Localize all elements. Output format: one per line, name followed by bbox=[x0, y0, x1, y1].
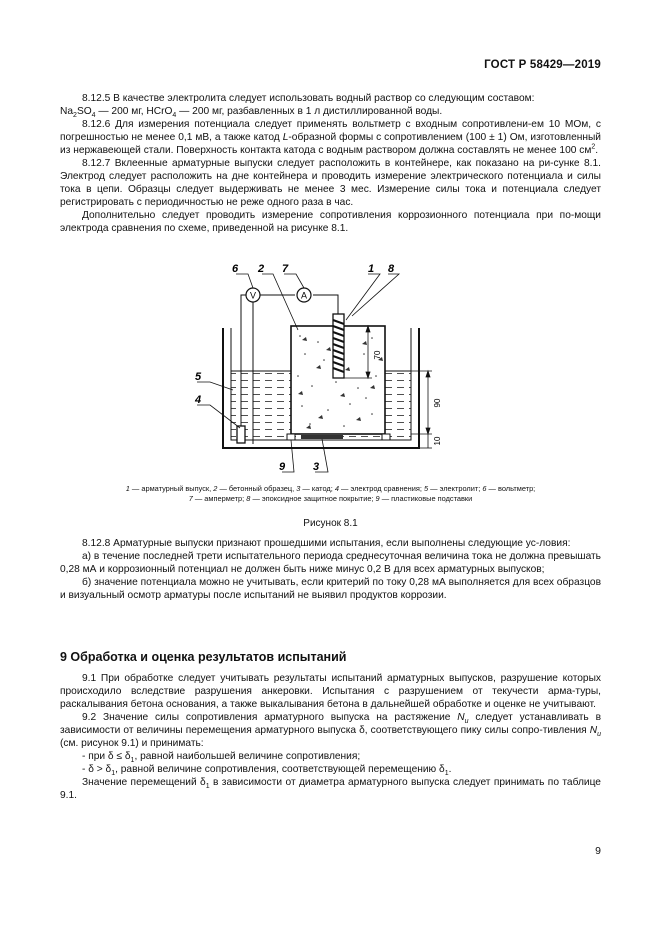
paragraph-8-12-8: 8.12.8 Арматурные выпуски признают прошедшими испытания, если выполнены следующие ус-ловия: bbox=[82, 538, 571, 549]
dimension-90-label: 90 bbox=[433, 398, 442, 408]
voltmeter-symbol: V bbox=[249, 290, 257, 301]
paragraph-9-1: 9.1 При обработке следует учитывать результаты испытаний арматурных выпусков, разрушение которых происходило вследствие разрушения анкеровки. Испытания с разрушением от текучести арма-туры, раскалывания бетона основания, а также выкалывания бетона в дальнейшей обработке и оценке не учитывают. bbox=[60, 673, 601, 710]
callout-3: 3 bbox=[313, 461, 320, 473]
callout-1: 1 bbox=[368, 263, 375, 275]
figure-8-1 bbox=[0, 258, 661, 478]
list-item-delta-gt: - $\delta > \delta_1$, равной величине сопротивления, соответствующей перемещению $\delta_1$. bbox=[82, 764, 452, 778]
cathode bbox=[301, 435, 343, 439]
wire-rebar bbox=[313, 295, 338, 314]
callout-8: 8 bbox=[388, 263, 395, 275]
plastic-support-right bbox=[382, 434, 390, 440]
dimension-10-label: 10 bbox=[433, 436, 442, 446]
callout-6: 6 bbox=[232, 263, 239, 275]
text-block-9 bbox=[60, 672, 601, 802]
callout-9: 9 bbox=[279, 461, 286, 473]
paragraph-condition-b: б) значение потенциала можно не учитывать, если критерий по току 0,28 мА выполняется для всех образцов и визуальный осмотр арматуры после испытаний не выявил продуктов коррозии. bbox=[60, 577, 601, 601]
paragraph-8-12-6: 8.12.6 Для измерения потенциала следует применять вольтметр с входным сопротивлени-ем 10 МОм, с погрешностью не менее 0,1 мВ, а также катод L-образной формы с сопротивлением (100 ± 1) Ом, изготовленный из нержавеющей стали. Поверхность контакта катода с водным раствором должна составлять не менее 100 $см^2$. bbox=[60, 119, 601, 156]
paragraph-additional: Дополнительно следует проводить измерение сопротивления коррозионного потенциала при по-мощи электрода сравнения по схеме, приведенной на рисунке 8.1. bbox=[60, 210, 601, 234]
document-code: ГОСТ Р 58429—2019 bbox=[484, 59, 601, 71]
paragraph-8-12-5-composition: $Na_2SO_4$ — 200 мг, HCrO$_4$ — 200 мг, разбавленных в 1 л дистиллированной воды. bbox=[60, 106, 443, 120]
list-item-delta-le: - при $\delta \le \delta_1$, равной наибольшей величине сопротивления; bbox=[82, 751, 361, 765]
page-number: 9 bbox=[595, 845, 601, 857]
section-9-title: 9 Обработка и оценка результатов испытаний bbox=[60, 650, 347, 664]
text-block-8-12-8 bbox=[60, 537, 601, 602]
reference-electrode bbox=[237, 426, 245, 443]
dimension-70-label: 70 bbox=[373, 350, 382, 360]
callout-7: 7 bbox=[282, 263, 289, 275]
callout-5: 5 bbox=[195, 371, 202, 383]
paragraph-8-12-7: 8.12.7 Вклеенные арматурные выпуски следует расположить в контейнере, как показано на ри-сунке 8.1. Электрод следует расположить на дне контейнера и проводить измерение электрического потенциала и силы тока в цепи. Образцы следует выдерживать не менее 3 мес. Измерение силы тока и потенциала следует регистрировать с периодичностью не реже одного раза в час. bbox=[60, 158, 601, 208]
ammeter-symbol: A bbox=[300, 290, 308, 301]
paragraph-8-12-5: 8.12.5 В качестве электролита следует использовать водный раствор со следующим составом: bbox=[82, 93, 535, 104]
paragraph-delta-table: Значение перемещений $\delta_1$ в зависимости от диаметра арматурного выпуска следует принимать по таблице 9.1. bbox=[60, 777, 601, 801]
dimension-90-10 bbox=[411, 371, 432, 448]
figure-caption: Рисунок 8.1 bbox=[303, 518, 358, 529]
text-block-8-12 bbox=[60, 92, 601, 235]
figure-legend: 1 — арматурный выпуск, 2 — бетонный образец, 3 — катод; 4 — электрод сравнения; 5 — электролит; 6 — вольтметр; 7 — амперметр; 8 — эпоксидное защитное покрытие; 9 — пластиковые подставки bbox=[125, 484, 536, 503]
paragraph-condition-a: а) в течение последней трети испытательного периода среднесуточная величина тока не должна превышать 0,28 мА и коррозионный потенциал не должен быть ниже минус 0,2 В для всех арматурных выпусков; bbox=[60, 551, 601, 575]
plastic-support-left bbox=[287, 434, 295, 440]
callout-2: 2 bbox=[258, 263, 265, 275]
callout-4: 4 bbox=[195, 394, 202, 406]
paragraph-9-2: 9.2 Значение силы сопротивления арматурного выпуска на растяжение $N_u$ следует устанавливать в зависимости от величины перемещения арматурного выпуска δ, соответствующего пику силы сопро-тивления $N_u$ (см. рисунок 9.1) и принимать: bbox=[60, 712, 601, 749]
